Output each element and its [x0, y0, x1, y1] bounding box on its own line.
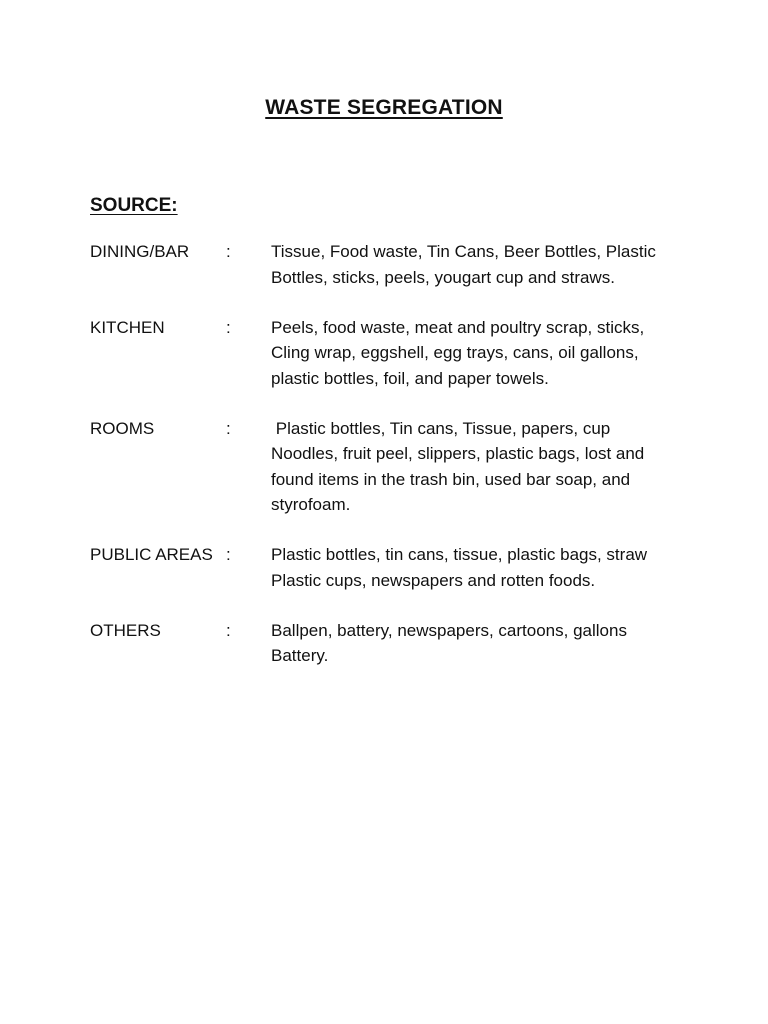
- waste-items: Plastic bottles, tin cans, tissue, plastic bags, straw Plastic cups, newspapers and rotten foods.: [271, 545, 648, 590]
- waste-items: Tissue, Food waste, Tin Cans, Beer Bottles, Plastic Bottles, sticks, peels, yougart cup and straws.: [271, 242, 656, 287]
- source-label: PUBLIC AREAS: [90, 545, 213, 564]
- separator-colon: :: [226, 418, 231, 438]
- document-title: WASTE SEGREGATION: [265, 96, 503, 119]
- source-row-public-areas: [90, 542, 690, 593]
- section-heading-source: SOURCE:: [90, 195, 178, 216]
- source-row-dining-bar: [90, 239, 690, 290]
- waste-items: Plastic bottles, Tin cans, Tissue, papers, cup Noodles, fruit peel, slippers, plastic bags, lost and found items in the trash bin, used bar soap, and styrofoam.: [271, 418, 649, 514]
- source-list: [90, 239, 690, 669]
- source-row-kitchen: [90, 315, 690, 392]
- source-row-rooms: [90, 416, 690, 518]
- separator-colon: :: [226, 620, 231, 640]
- waste-items: Peels, food waste, meat and poultry scrap, sticks, Cling wrap, eggshell, egg trays, cans, oil gallons, plastic bottles, foil, and paper towels.: [271, 317, 645, 388]
- source-label: DINING/BAR: [90, 242, 190, 261]
- separator-colon: :: [226, 317, 231, 337]
- source-row-others: [90, 618, 690, 669]
- source-label: KITCHEN: [90, 317, 165, 337]
- waste-items: Ballpen, battery, newspapers, cartoons, gallons Battery.: [271, 620, 627, 665]
- separator-colon: :: [226, 242, 231, 261]
- source-label: ROOMS: [90, 418, 155, 438]
- source-label: OTHERS: [90, 620, 161, 640]
- separator-colon: :: [226, 545, 231, 564]
